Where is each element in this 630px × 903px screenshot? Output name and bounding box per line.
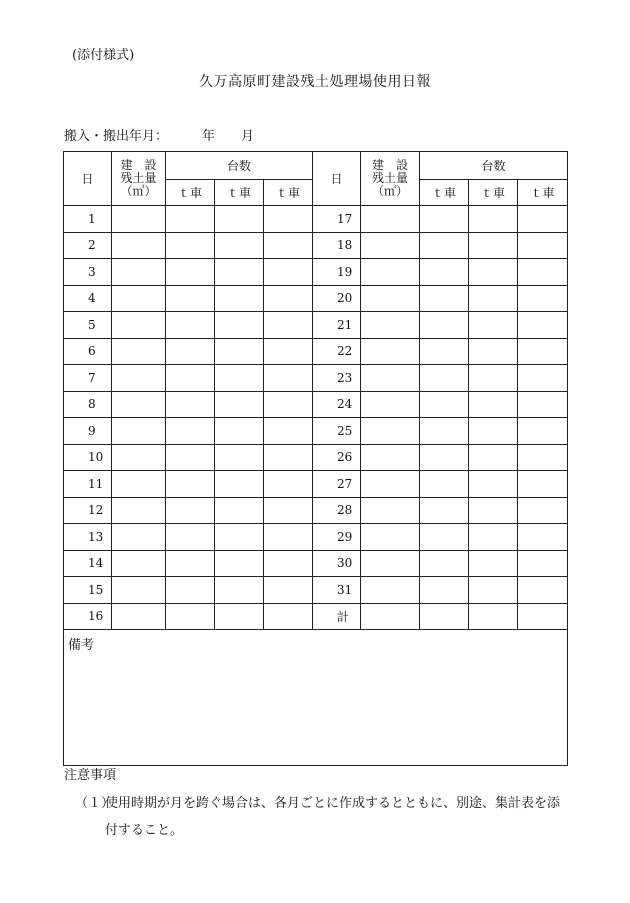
truck-count-cell[interactable] [264, 497, 313, 524]
truck-count-cell[interactable] [469, 312, 518, 339]
day-cell: 14 [64, 550, 112, 577]
truck-count-cell[interactable] [166, 206, 215, 233]
truck-header: ｔ車 [264, 180, 313, 206]
volume-cell[interactable] [112, 471, 166, 498]
attachment-label: (添付様式) [72, 48, 135, 63]
truck-count-cell[interactable] [518, 418, 568, 445]
volume-cell[interactable] [112, 577, 166, 604]
volume-cell[interactable] [112, 524, 166, 551]
truck-count-cell[interactable] [264, 285, 313, 312]
truck-count-cell[interactable] [215, 550, 264, 577]
count-header-right: 台数 [420, 152, 568, 180]
truck-count-cell[interactable] [420, 603, 469, 630]
day-cell: 7 [64, 365, 112, 392]
truck-count-cell[interactable] [420, 285, 469, 312]
volume-header-line2: 残土量 [120, 171, 157, 185]
volume-cell[interactable] [112, 206, 166, 233]
day-cell: 30 [313, 550, 361, 577]
note-text-line1: 使用時期が月を跨ぐ場合は、各月ごとに作成するとともに、別途、集計表を添 [105, 796, 561, 811]
day-cell: 4 [64, 285, 112, 312]
volume-cell[interactable] [112, 603, 166, 630]
truck-count-cell[interactable] [469, 232, 518, 259]
day-cell: 5 [64, 312, 112, 339]
period-label: 搬入・搬出年月： [64, 129, 169, 144]
truck-count-cell[interactable] [420, 524, 469, 551]
truck-count-cell[interactable] [264, 365, 313, 392]
truck-count-cell[interactable] [264, 550, 313, 577]
volume-header-line1: 建 設 [372, 158, 409, 172]
volume-unit: （㎥） [120, 184, 157, 198]
volume-cell[interactable] [112, 418, 166, 445]
table-row [64, 444, 568, 471]
truck-count-cell[interactable] [518, 285, 568, 312]
page-title: 久万高原町建設残土処理場使用日報 [199, 74, 431, 90]
truck-count-cell[interactable] [264, 232, 313, 259]
truck-count-cell[interactable] [166, 259, 215, 286]
table-row [64, 206, 568, 233]
truck-count-cell[interactable] [264, 577, 313, 604]
truck-header: ｔ車 [215, 180, 264, 206]
volume-cell[interactable] [112, 312, 166, 339]
truck-count-cell[interactable] [469, 603, 518, 630]
truck-count-cell[interactable] [469, 471, 518, 498]
table-row [64, 391, 568, 418]
truck-count-cell[interactable] [264, 471, 313, 498]
day-cell: 21 [313, 312, 361, 339]
truck-count-cell[interactable] [469, 444, 518, 471]
volume-cell[interactable] [361, 550, 420, 577]
truck-count-cell[interactable] [420, 391, 469, 418]
day-header-right: 日 [313, 152, 361, 206]
truck-count-cell[interactable] [264, 524, 313, 551]
day-header-left: 日 [64, 152, 112, 206]
truck-count-cell[interactable] [518, 471, 568, 498]
truck-count-cell[interactable] [215, 365, 264, 392]
truck-count-cell[interactable] [215, 444, 264, 471]
day-cell: 31 [313, 577, 361, 604]
truck-count-cell[interactable] [166, 603, 215, 630]
truck-count-cell[interactable] [469, 497, 518, 524]
truck-count-cell[interactable] [215, 471, 264, 498]
volume-cell[interactable] [361, 471, 420, 498]
volume-header-right [361, 152, 420, 206]
volume-header-left [112, 152, 166, 206]
truck-count-cell[interactable] [166, 338, 215, 365]
table-row [64, 338, 568, 365]
volume-header-line2: 残土量 [372, 171, 409, 185]
truck-count-cell[interactable] [264, 444, 313, 471]
truck-count-cell[interactable] [166, 232, 215, 259]
truck-count-cell[interactable] [420, 312, 469, 339]
volume-cell[interactable] [112, 365, 166, 392]
month-unit: 月 [241, 129, 255, 144]
truck-count-cell[interactable] [518, 232, 568, 259]
volume-cell[interactable] [361, 365, 420, 392]
truck-count-cell[interactable] [518, 577, 568, 604]
truck-count-cell[interactable] [215, 232, 264, 259]
truck-count-cell[interactable] [469, 285, 518, 312]
day-cell: 13 [64, 524, 112, 551]
truck-count-cell[interactable] [264, 603, 313, 630]
truck-header: ｔ車 [469, 180, 518, 206]
day-cell: 8 [64, 391, 112, 418]
volume-cell[interactable] [361, 206, 420, 233]
count-header-left: 台数 [166, 152, 313, 180]
volume-cell[interactable] [361, 285, 420, 312]
truck-count-cell[interactable] [264, 418, 313, 445]
total-label-cell: 計 [313, 603, 361, 630]
table-row [64, 365, 568, 392]
table-row [64, 577, 568, 604]
period-line [64, 125, 254, 144]
truck-count-cell[interactable] [215, 418, 264, 445]
table-row [64, 418, 568, 445]
truck-count-cell[interactable] [420, 206, 469, 233]
volume-cell[interactable] [112, 259, 166, 286]
truck-count-cell[interactable] [469, 259, 518, 286]
truck-count-cell[interactable] [215, 577, 264, 604]
volume-cell[interactable] [361, 312, 420, 339]
table-row [64, 312, 568, 339]
table-row [64, 285, 568, 312]
volume-cell[interactable] [361, 497, 420, 524]
truck-count-cell[interactable] [215, 497, 264, 524]
truck-count-cell[interactable] [420, 577, 469, 604]
truck-count-cell[interactable] [518, 391, 568, 418]
volume-cell[interactable] [361, 391, 420, 418]
table-row [64, 550, 568, 577]
truck-header: ｔ車 [166, 180, 215, 206]
day-cell: 3 [64, 259, 112, 286]
day-cell: 18 [313, 232, 361, 259]
truck-count-cell[interactable] [420, 338, 469, 365]
truck-count-cell[interactable] [166, 285, 215, 312]
truck-count-cell[interactable] [264, 338, 313, 365]
truck-count-cell[interactable] [420, 232, 469, 259]
truck-count-cell[interactable] [166, 577, 215, 604]
truck-count-cell[interactable] [215, 259, 264, 286]
truck-count-cell[interactable] [518, 365, 568, 392]
truck-count-cell[interactable] [166, 471, 215, 498]
volume-cell[interactable] [361, 418, 420, 445]
truck-count-cell[interactable] [166, 312, 215, 339]
day-cell: 26 [313, 444, 361, 471]
truck-count-cell[interactable] [264, 206, 313, 233]
volume-cell[interactable] [361, 603, 420, 630]
truck-count-cell[interactable] [469, 338, 518, 365]
truck-count-cell[interactable] [518, 206, 568, 233]
day-cell: 24 [313, 391, 361, 418]
table-row [64, 471, 568, 498]
day-cell: 22 [313, 338, 361, 365]
truck-count-cell[interactable] [166, 365, 215, 392]
truck-count-cell[interactable] [166, 524, 215, 551]
volume-cell[interactable] [112, 497, 166, 524]
truck-count-cell[interactable] [264, 259, 313, 286]
day-cell: 9 [64, 418, 112, 445]
volume-header-line1: 建 設 [120, 158, 157, 172]
truck-count-cell[interactable] [420, 259, 469, 286]
truck-count-cell[interactable] [469, 550, 518, 577]
remarks-row [64, 630, 568, 766]
day-cell: 17 [313, 206, 361, 233]
day-cell: 23 [313, 365, 361, 392]
truck-count-cell[interactable] [264, 391, 313, 418]
volume-cell[interactable] [361, 577, 420, 604]
truck-header: ｔ車 [420, 180, 469, 206]
table-row [64, 497, 568, 524]
day-cell: 25 [313, 418, 361, 445]
truck-count-cell[interactable] [518, 524, 568, 551]
daily-report-table [63, 151, 568, 766]
volume-unit: （㎥） [372, 184, 409, 198]
truck-count-cell[interactable] [420, 418, 469, 445]
day-cell: 27 [313, 471, 361, 498]
truck-count-cell[interactable] [518, 444, 568, 471]
table-row [64, 524, 568, 551]
day-cell: 10 [64, 444, 112, 471]
day-cell: 16 [64, 603, 112, 630]
day-cell: 1 [64, 206, 112, 233]
truck-count-cell[interactable] [420, 444, 469, 471]
truck-count-cell[interactable] [166, 550, 215, 577]
volume-cell[interactable] [112, 391, 166, 418]
truck-count-cell[interactable] [420, 471, 469, 498]
note-number: （１） [75, 796, 115, 811]
day-cell: 19 [313, 259, 361, 286]
volume-cell[interactable] [112, 444, 166, 471]
truck-count-cell[interactable] [469, 206, 518, 233]
truck-count-cell[interactable] [469, 524, 518, 551]
volume-cell[interactable] [361, 232, 420, 259]
truck-count-cell[interactable] [469, 365, 518, 392]
day-cell: 6 [64, 338, 112, 365]
truck-count-cell[interactable] [518, 312, 568, 339]
truck-count-cell[interactable] [518, 550, 568, 577]
truck-count-cell[interactable] [420, 550, 469, 577]
truck-count-cell[interactable] [518, 259, 568, 286]
truck-count-cell[interactable] [469, 418, 518, 445]
truck-count-cell[interactable] [215, 524, 264, 551]
remarks-cell[interactable] [64, 630, 568, 766]
truck-count-cell[interactable] [469, 577, 518, 604]
truck-header: ｔ車 [518, 180, 568, 206]
truck-count-cell[interactable] [215, 338, 264, 365]
day-cell: 15 [64, 577, 112, 604]
truck-count-cell[interactable] [420, 497, 469, 524]
volume-cell[interactable] [361, 524, 420, 551]
year-unit: 年 [202, 129, 216, 144]
truck-count-cell[interactable] [420, 365, 469, 392]
day-cell: 20 [313, 285, 361, 312]
table-row [64, 232, 568, 259]
truck-count-cell[interactable] [215, 206, 264, 233]
day-cell: 12 [64, 497, 112, 524]
truck-count-cell[interactable] [215, 285, 264, 312]
volume-cell[interactable] [112, 338, 166, 365]
table-row [64, 259, 568, 286]
note-item [75, 790, 575, 844]
volume-cell[interactable] [361, 338, 420, 365]
volume-cell[interactable] [361, 444, 420, 471]
volume-cell[interactable] [361, 259, 420, 286]
volume-cell[interactable] [112, 232, 166, 259]
truck-count-cell[interactable] [166, 418, 215, 445]
truck-count-cell[interactable] [166, 497, 215, 524]
day-cell: 29 [313, 524, 361, 551]
remarks-label: 備考 [68, 638, 95, 653]
truck-count-cell[interactable] [215, 391, 264, 418]
truck-count-cell[interactable] [469, 391, 518, 418]
day-cell: 2 [64, 232, 112, 259]
truck-count-cell[interactable] [518, 603, 568, 630]
truck-count-cell[interactable] [166, 444, 215, 471]
volume-cell[interactable] [112, 285, 166, 312]
volume-cell[interactable] [112, 550, 166, 577]
truck-count-cell[interactable] [264, 312, 313, 339]
truck-count-cell[interactable] [215, 603, 264, 630]
note-text-line2: 付すること。 [105, 823, 184, 838]
truck-count-cell[interactable] [518, 497, 568, 524]
truck-count-cell[interactable] [166, 391, 215, 418]
notes-heading: 注意事項 [64, 768, 117, 783]
truck-count-cell[interactable] [518, 338, 568, 365]
table-row [64, 603, 568, 630]
day-cell: 28 [313, 497, 361, 524]
day-cell: 11 [64, 471, 112, 498]
truck-count-cell[interactable] [215, 312, 264, 339]
